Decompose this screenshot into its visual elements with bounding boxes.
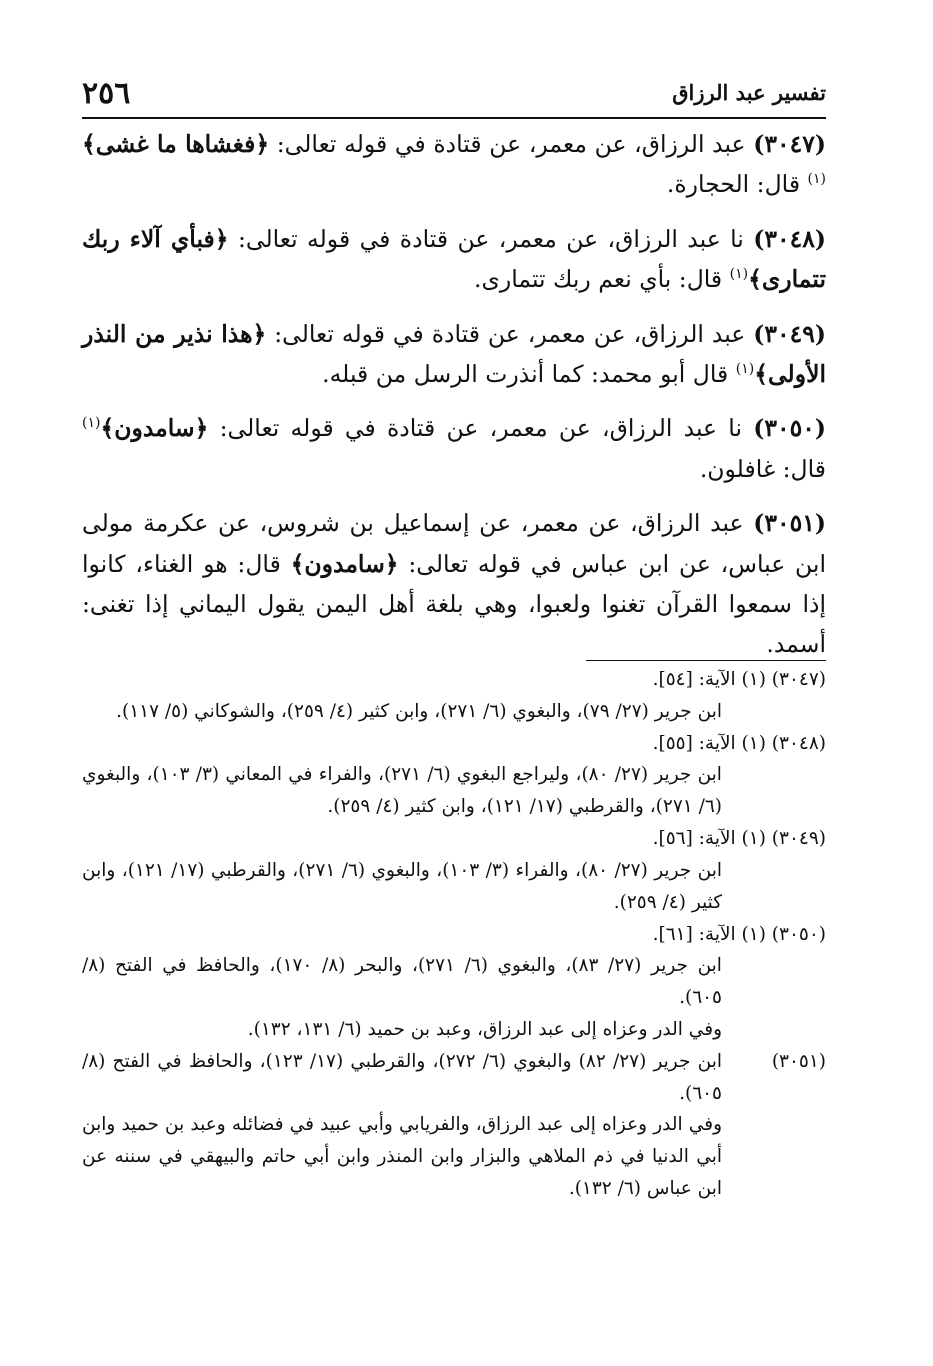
entry-number: (٣٠٤٩) [753, 319, 826, 348]
footnote-body-3047: ابن جرير (٢٧/ ٧٩)، والبغوي (٦/ ٢٧١)، وابن كثير (٤/ ٢٥٩)، والشوكاني (٥/ ١١٧). [116, 700, 722, 722]
footnote-head-3048: (٣٠٤٨) (١) الآية: [٥٥]. [652, 732, 826, 754]
footnote-marker: (١) [735, 361, 755, 378]
entry-text: عبد الرزاق، عن معمر، عن قتادة في قوله تعالى: [269, 130, 754, 158]
entry-comment: قال: غافلون. [699, 454, 826, 483]
entry-number: (٣٠٥٠) [753, 414, 826, 443]
footnote-body-3050: ابن جرير (٢٧/ ٨٣)، والبغوي (٦/ ٢٧١)، والبحر (٨/ ١٧٠)، والحافظ في الفتح (٨/ ٦٠٥). [82, 955, 722, 1009]
entry-text: نا عبد الرزاق، عن معمر، عن قتادة في قوله تعالى: [208, 414, 754, 443]
entry-3048 [82, 219, 826, 300]
entry-number: (٣٠٤٧) [753, 130, 826, 158]
footnote-head-3047: (٣٠٤٧) (١) الآية: [٥٤]. [652, 669, 826, 690]
footnote-marker: (١) [729, 266, 749, 283]
entry-comment: قال: بأي نعم ربك تتمارى. [474, 265, 730, 294]
quran-verse: ﴿سامدون﴾ [100, 414, 209, 443]
footnote-label-3051: (٣٠٥١) [771, 1050, 826, 1072]
entry-3050 [82, 408, 826, 489]
entry-text: عبد الرزاق، عن معمر، عن قتادة في قوله تعالى: [266, 319, 754, 348]
page-number: ٢٥٦ [82, 76, 131, 111]
entry-comment: قال: هو الغناء، كانوا إذا سمعوا القرآن تغنوا ولعبوا، وهي بلغة أهل اليمن يقول اليماني إذا تغنى: أسمد. [82, 549, 826, 659]
header-rule [82, 117, 826, 119]
quran-verse: ﴿سامدون﴾ [290, 549, 399, 578]
entry-comment: قال: الحجارة. [666, 170, 808, 199]
footnote-head-3050: (٣٠٥٠) (١) الآية: [٦١]. [652, 923, 826, 945]
footnote-body-3051-extra: وفي الدر وعزاه إلى عبد الرزاق، والفريابي وأبي عبيد في فضائله وعبد بن حميد وابن أبي الدنيا في ذم الملاهي والبزار وابن المنذر وابن أبي حاتم والبيهقي في سننه عن ابن عباس (٦/ ١٣٢). [82, 1114, 722, 1199]
quran-verse: ﴿فبأي آلاء ربك تتمارى﴾ [82, 224, 826, 294]
footnote-3051 [82, 1046, 826, 1110]
footnote-body-3049: ابن جرير (٢٧/ ٨٠)، والفراء (٣/ ١٠٣)، والبغوي (٦/ ٢٧١)، والقرطبي (١٧/ ١٢١)، وابن كثير (٤/ ٢٥٩). [82, 859, 723, 913]
footnote-body-3048: ابن جرير (٢٧/ ٨٠)، وليراجع البغوي (٦/ ٢٧١)، والفراء في المعاني (٣/ ١٠٣)، والبغوي (٦/ ٢٧١)، والقرطبي (١٧/ ١٢١)، وابن كثير (٤/ ٢٥٩). [82, 764, 722, 818]
footnote-rule [586, 660, 826, 661]
quran-verse: ﴿هذا نذير من النذر الأولى﴾ [82, 319, 826, 389]
running-title: تفسير عبد الرزاق [672, 80, 826, 105]
footnotes [82, 664, 826, 1205]
footnote-head-3049: (٣٠٤٩) (١) الآية: [٥٦]. [652, 828, 826, 850]
entry-comment: قال أبو محمد: كما أنذرت الرسل من قبله. [322, 360, 736, 389]
footnote-marker: (١) [807, 171, 826, 188]
quran-verse: ﴿فغشاها ما غشى﴾ [82, 130, 270, 158]
page-header [82, 74, 826, 114]
entry-number: (٣٠٤٨) [753, 224, 826, 253]
entry-3051 [82, 503, 826, 665]
entry-number: (٣٠٥١) [753, 509, 826, 538]
footnote-body-3050-extra: وفي الدر وعزاه إلى عبد الرزاق، وعبد بن حميد (٦/ ١٣١، ١٣٢). [247, 1018, 722, 1040]
footnote-body-3051: ابن جرير (٢٧/ ٨٢) والبغوي (٦/ ٢٧٢)، والقرطبي (١٧/ ١٢٣)، والحافظ في الفتح (٨/ ٦٠٥). [82, 1050, 722, 1104]
entry-3047 [82, 124, 826, 205]
entry-text: عبد الرزاق، عن معمر، عن إسماعيل بن شروس، عن عكرمة مولى ابن عباس، عن ابن عباس في قوله تعالى: [82, 509, 826, 578]
entry-3049 [82, 314, 826, 395]
entry-text: نا عبد الرزاق، عن معمر، عن قتادة في قوله تعالى: [228, 224, 754, 253]
footnote-marker: (١) [82, 415, 101, 432]
main-text [82, 124, 826, 679]
